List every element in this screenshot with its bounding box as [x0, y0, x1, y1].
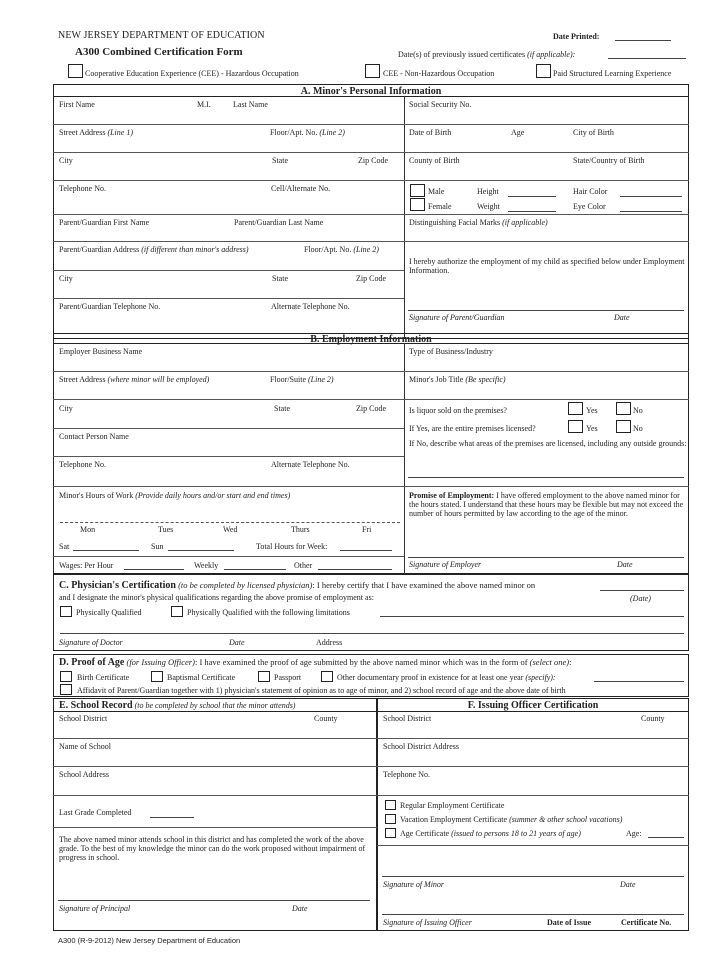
liquor-no-checkbox[interactable] — [616, 402, 631, 415]
contact-label: Contact Person Name — [59, 432, 129, 441]
age-cert-age-field[interactable] — [648, 837, 684, 838]
row-rule — [404, 152, 689, 153]
row-rule — [53, 738, 377, 739]
wages-weekly-field[interactable] — [224, 569, 286, 570]
paid-learning-label: Paid Structured Learning Experience — [553, 69, 672, 78]
section-e-title-rule — [53, 711, 377, 712]
dob-label: Date of Birth — [409, 128, 452, 137]
job-title-label: Minor's Job Title (Be specific) — [409, 375, 506, 384]
doctor-address-label: Address — [316, 638, 343, 647]
cee-non-hazardous-checkbox[interactable] — [365, 64, 380, 78]
section-b-title: B. Employment Information — [310, 334, 432, 345]
passport-label: Passport — [274, 673, 302, 682]
date-of-issue-label: Date of Issue — [547, 918, 591, 927]
employer-phone-label: Telephone No. — [59, 460, 106, 469]
section-f-title-rule — [377, 711, 689, 712]
section-b-divider — [404, 343, 405, 574]
row-rule — [53, 795, 377, 796]
authorize-text: I hereby authorize the employment of my child as specified below under Employment Information. — [409, 257, 685, 276]
licensed-yes-label: Yes — [586, 424, 598, 433]
section-f-title: F. Issuing Officer Certification — [467, 700, 599, 711]
hours-label: Minor's Hours of Work (Provide daily hours and/or start and end times) — [59, 491, 291, 500]
eye-label: Eye Color — [573, 202, 606, 211]
parent-address-label: Parent/Guardian Address (if different than minor's address) — [59, 245, 249, 254]
row-rule — [404, 180, 689, 181]
employer-zip-label: Zip Code — [356, 404, 386, 413]
sun-label: Sun — [151, 542, 164, 551]
doctor-signature-label: Signature of Doctor — [59, 638, 123, 647]
limitations-field-2[interactable] — [60, 633, 684, 634]
row-rule — [53, 428, 404, 429]
other-proof-field[interactable] — [594, 681, 684, 682]
liquor-yes-checkbox[interactable] — [568, 402, 583, 415]
street-label: Street Address (Line 1) — [59, 128, 133, 137]
employer-city-label: City — [59, 404, 73, 413]
telephone-label: Telephone No. — [59, 184, 106, 193]
vacation-cert-checkbox[interactable] — [385, 814, 396, 824]
employer-state-label: State — [274, 404, 290, 413]
row-rule — [53, 766, 377, 767]
footer-text: A300 (R-9-2012) New Jersey Department of Education — [58, 936, 241, 945]
baptismal-checkbox[interactable] — [151, 671, 163, 682]
parent-city-label: City — [59, 274, 73, 283]
row-rule — [53, 371, 404, 372]
licensed-no-label: No — [633, 424, 643, 433]
employer-label: Employer Business Name — [59, 347, 143, 356]
date-printed-label: Date Printed: — [553, 32, 600, 41]
row-rule — [404, 214, 689, 215]
liquor-yes-label: Yes — [586, 406, 598, 415]
issuing-district-label: School District — [383, 714, 432, 723]
promise-text: Promise of Employment: I have offered employment to the above named minor for the hours stated. I understand that these hours may be flexible but may not exceed the number of hours permitted by law according to the age of the minor. — [409, 491, 684, 519]
prev-dates-field[interactable] — [608, 58, 686, 59]
weekday-hours-field[interactable] — [60, 522, 400, 523]
school-county-label: County — [314, 714, 338, 723]
wages-label: Wages: Per Hour — [59, 561, 114, 570]
prev-dates-label: Date(s) of previously issued certificates (if applicable): — [398, 50, 576, 59]
officer-signature-line[interactable] — [382, 914, 684, 915]
officer-signature-label: Signature of Issuing Officer — [383, 918, 472, 927]
height-field[interactable] — [508, 196, 556, 197]
sat-field[interactable] — [73, 550, 139, 551]
sun-field[interactable] — [168, 550, 234, 551]
day-tues: Tues — [158, 525, 174, 534]
age-cert-age-label: Age: — [626, 829, 642, 838]
last-name-label: Last Name — [233, 100, 268, 109]
limitations-field[interactable] — [380, 616, 684, 617]
minor-signature-label: Signature of Minor — [383, 880, 445, 889]
parent-signature-line[interactable] — [408, 310, 684, 311]
row-rule — [53, 827, 377, 828]
employer-alt-phone-label: Alternate Telephone No. — [271, 460, 350, 469]
row-rule — [404, 371, 689, 372]
weight-field[interactable] — [508, 211, 556, 212]
employer-date-label: Date — [617, 560, 633, 569]
school-name-label: Name of School — [59, 742, 111, 751]
school-district-label: School District — [59, 714, 108, 723]
hair-label: Hair Color — [573, 187, 608, 196]
baptismal-label: Baptismal Certificate — [167, 673, 236, 682]
row-rule — [377, 766, 689, 767]
last-grade-label: Last Grade Completed — [59, 808, 132, 817]
section-a-title-rule — [53, 96, 689, 97]
school-statement: The above named minor attends school in this district and has completed the work of the above grade. To the best of my knowledge the minor can do the work proposed without impairment of progress in school. — [59, 835, 366, 863]
paid-learning-checkbox[interactable] — [536, 64, 551, 78]
parent-signature-label: Signature of Parent/Guardian — [409, 313, 505, 322]
section-e-heading: E. School Record (to be completed by school that the minor attends) — [59, 700, 296, 711]
licensed-no-checkbox[interactable] — [616, 420, 631, 433]
principal-signature-line[interactable] — [58, 900, 370, 901]
business-type-label: Type of Business/Industry — [409, 347, 493, 356]
marks-label: Distinguishing Facial Marks (if applicable) — [409, 218, 548, 227]
male-label: Male — [428, 187, 445, 196]
sat-label: Sat — [59, 542, 70, 551]
section-d-heading: D. Proof of Age (for Issuing Officer): I have examined the proof of age submitted by the above named minor which was in the form of (select one): — [59, 657, 572, 668]
row-rule — [404, 399, 689, 400]
parent-first-label: Parent/Guardian First Name — [59, 218, 150, 227]
date-printed-field[interactable] — [615, 40, 671, 41]
weight-label: Weight — [477, 202, 500, 211]
row-rule — [53, 298, 404, 299]
row-rule — [404, 486, 689, 487]
mi-label: M.I. — [197, 100, 211, 109]
issuing-district-address-label: School District Address — [383, 742, 459, 751]
exam-date-field[interactable] — [600, 590, 684, 591]
qualified-limits-checkbox[interactable] — [171, 606, 183, 617]
total-hours-label: Total Hours for Week: — [256, 542, 328, 551]
exam-date-note: (Date) — [630, 594, 651, 603]
parent-last-label: Parent/Guardian Last Name — [234, 218, 324, 227]
row-rule — [53, 399, 404, 400]
row-rule — [53, 241, 404, 242]
state-label: State — [272, 156, 288, 165]
describe-text: If No, describe what areas of the premises are licensed, including any outside grounds: — [409, 439, 687, 448]
age-cert-label: Age Certificate (issued to persons 18 to 21 years of age) — [400, 829, 581, 838]
liquor-label: Is liquor sold on the premises? — [409, 406, 507, 415]
principal-date-label: Date — [292, 904, 308, 913]
city-label: City — [59, 156, 73, 165]
form-title: A300 Combined Certification Form — [75, 46, 243, 58]
school-address-label: School Address — [59, 770, 109, 779]
other-proof-checkbox[interactable] — [321, 671, 333, 682]
state-birth-label: State/Country of Birth — [573, 156, 645, 165]
row-rule — [404, 124, 689, 125]
affidavit-label: Affidavit of Parent/Guardian together with 1) physician's statement of opinion as to age of minor, and 2) school record of age and the above date of birth — [77, 686, 566, 695]
day-thurs: Thurs — [291, 525, 310, 534]
cee-hazardous-checkbox[interactable] — [68, 64, 83, 78]
row-rule — [53, 214, 404, 215]
county-birth-label: County of Birth — [409, 156, 460, 165]
parent-floor-label: Floor/Apt. No. (Line 2) — [304, 245, 379, 254]
wages-other-field[interactable] — [318, 569, 392, 570]
age-label: Age — [511, 128, 525, 137]
day-fri: Fri — [362, 525, 372, 534]
doctor-date-label: Date — [229, 638, 245, 647]
licensed-label: If Yes, are the entire premises licensed? — [409, 424, 536, 433]
other-proof-label: Other documentary proof in existence for at least one year (specify): — [337, 673, 556, 682]
cee-non-hazardous-label: CEE - Non-Hazardous Occupation — [383, 69, 495, 78]
parent-state-label: State — [272, 274, 288, 283]
birth-certificate-checkbox[interactable] — [60, 671, 72, 682]
day-mon: Mon — [80, 525, 96, 534]
row-rule — [53, 270, 404, 271]
liquor-no-label: No — [633, 406, 643, 415]
principal-signature-label: Signature of Principal — [59, 904, 131, 913]
male-checkbox[interactable] — [410, 184, 425, 197]
row-rule — [53, 180, 404, 181]
section-a-divider — [404, 96, 405, 339]
issuing-telephone-label: Telephone No. — [383, 770, 430, 779]
row-rule — [53, 486, 404, 487]
ssn-label: Social Security No. — [409, 100, 472, 109]
cell-label: Cell/Alternate No. — [271, 184, 331, 193]
city-birth-label: City of Birth — [573, 128, 614, 137]
birth-certificate-label: Birth Certificate — [77, 673, 130, 682]
total-hours-field[interactable] — [340, 550, 392, 551]
row-rule — [377, 795, 689, 796]
weekly-label: Weekly — [194, 561, 219, 570]
minor-date-label: Date — [620, 880, 636, 889]
employer-floor-label: Floor/Suite (Line 2) — [270, 375, 334, 384]
describe-field[interactable] — [408, 477, 684, 478]
parent-zip-label: Zip Code — [356, 274, 386, 283]
affidavit-checkbox[interactable] — [60, 684, 72, 695]
wages-hourly-field[interactable] — [124, 569, 184, 570]
section-c-text2: and I designate the minor's physical qualifications regarding the above promise of employment as: — [59, 593, 374, 602]
day-wed: Wed — [223, 525, 238, 534]
licensed-yes-checkbox[interactable] — [568, 420, 583, 433]
regular-cert-checkbox[interactable] — [385, 800, 396, 810]
section-a-box — [53, 84, 689, 339]
hair-field[interactable] — [620, 196, 682, 197]
female-label: Female — [428, 202, 452, 211]
section-a-title: A. Minor's Personal Information — [300, 86, 442, 97]
other-label: Other — [294, 561, 313, 570]
row-rule — [53, 152, 404, 153]
first-name-label: First Name — [59, 100, 95, 109]
employer-street-label: Street Address (where minor will be employed) — [59, 375, 210, 384]
eye-field[interactable] — [620, 211, 682, 212]
age-cert-checkbox[interactable] — [385, 828, 396, 838]
minor-signature-line[interactable] — [382, 876, 684, 877]
employer-signature-line[interactable] — [408, 557, 684, 558]
physically-qualified-checkbox[interactable] — [60, 606, 72, 617]
section-b-box — [53, 333, 689, 574]
vacation-cert-label: Vacation Employment Certificate (summer & other school vacations) — [400, 815, 623, 824]
passport-checkbox[interactable] — [258, 671, 270, 682]
parent-date-label: Date — [614, 313, 630, 322]
department-name: NEW JERSEY DEPARTMENT OF EDUCATION — [58, 30, 265, 41]
cee-hazardous-label: Cooperative Education Experience (CEE) - Hazardous Occupation — [85, 69, 299, 78]
floor-label: Floor/Apt. No. (Line 2) — [270, 128, 345, 137]
regular-cert-label: Regular Employment Certificate — [400, 801, 505, 810]
zip-label: Zip Code — [358, 156, 388, 165]
alt-phone-label: Alternate Telephone No. — [271, 302, 350, 311]
last-grade-field[interactable] — [150, 817, 194, 818]
row-rule — [53, 124, 404, 125]
row-rule — [377, 738, 689, 739]
qualified-limits-label: Physically Qualified with the following limitations — [187, 608, 350, 617]
issuing-county-label: County — [641, 714, 665, 723]
female-checkbox[interactable] — [410, 198, 425, 211]
certificate-no-label: Certificate No. — [621, 918, 672, 927]
parent-phone-label: Parent/Guardian Telephone No. — [59, 302, 161, 311]
height-label: Height — [477, 187, 499, 196]
employer-signature-label: Signature of Employer — [409, 560, 482, 569]
row-rule — [53, 556, 404, 557]
physically-qualified-label: Physically Qualified — [76, 608, 142, 617]
section-c-heading: C. Physician's Certification (to be completed by licensed physician): I hereby certify that I have examined the above named minor on — [59, 580, 536, 591]
row-rule — [53, 456, 404, 457]
row-rule — [377, 845, 689, 846]
row-rule — [404, 241, 689, 242]
